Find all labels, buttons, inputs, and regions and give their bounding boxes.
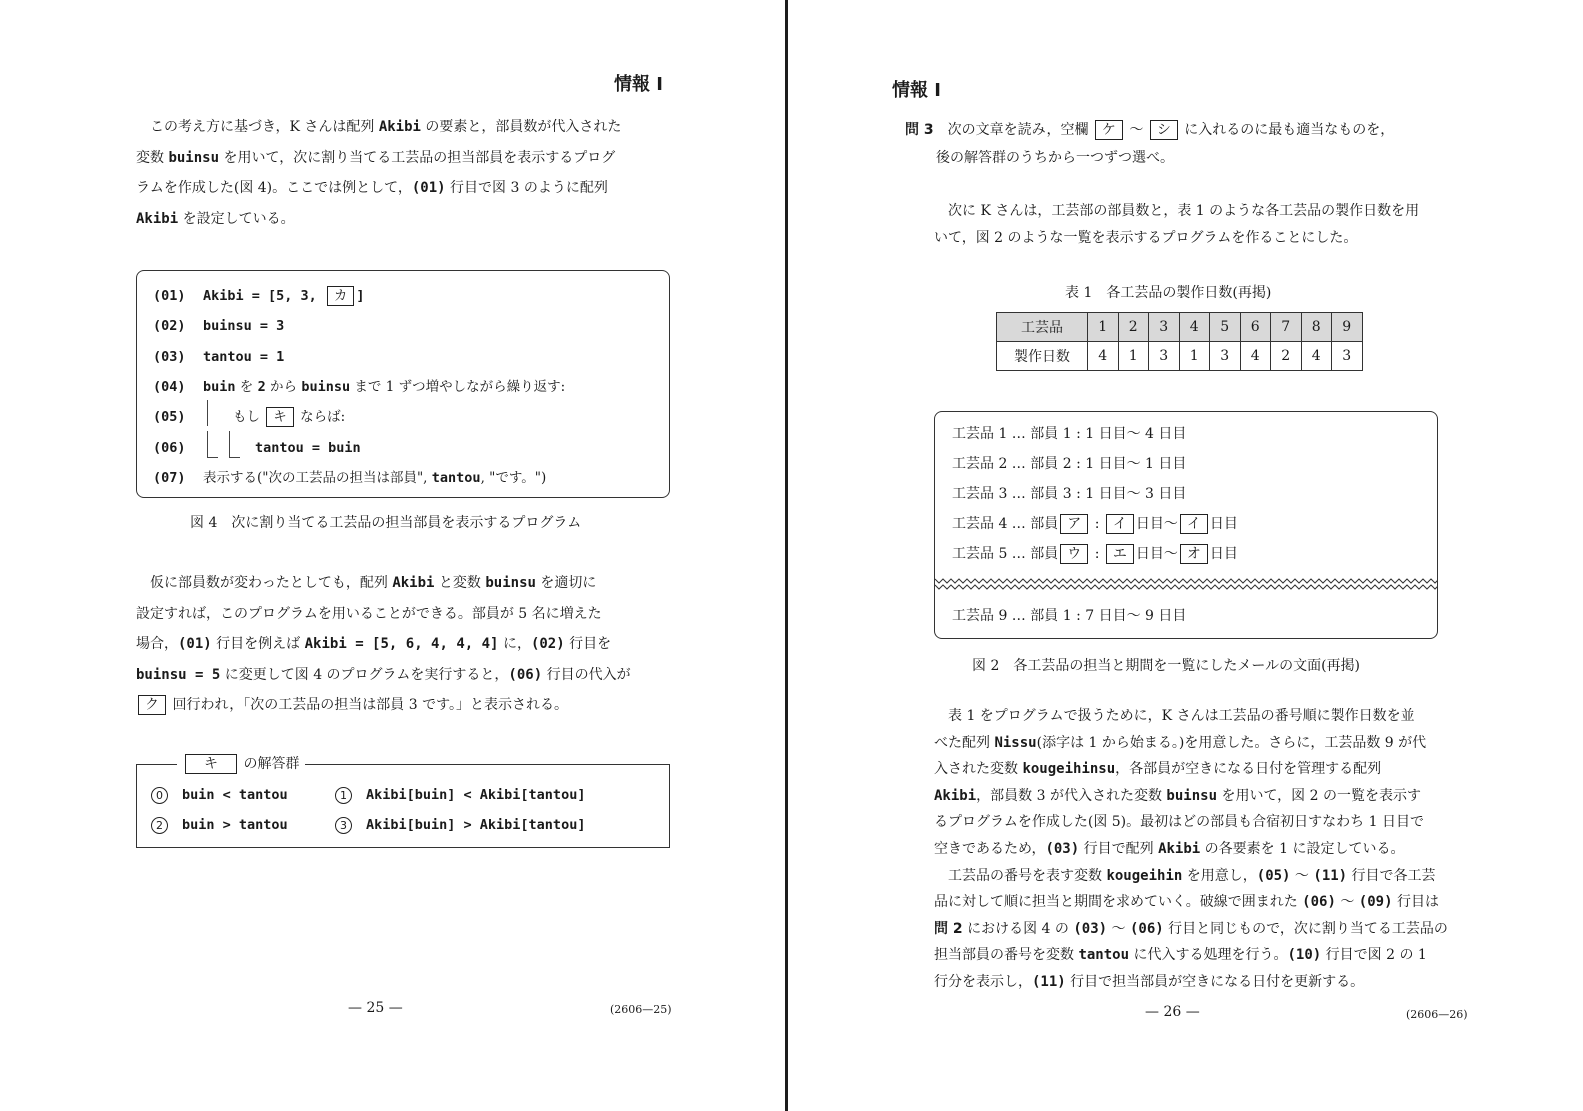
table-header-row — [997, 313, 1363, 342]
left-page-code: (2606—25) — [610, 1003, 672, 1016]
text-run: 担当部員の番号を変数 — [934, 947, 1079, 964]
mail-line — [952, 513, 1238, 535]
table-cell: 3 — [1210, 342, 1241, 371]
line-body — [203, 437, 361, 459]
table-column-header: 9 — [1332, 313, 1363, 342]
text-run: 行目を — [564, 636, 612, 652]
text-line — [905, 144, 1485, 172]
program-line — [153, 376, 565, 398]
right-intro-paragraph — [934, 198, 1474, 252]
table-cell: 2 — [1271, 342, 1302, 371]
program-figure-4 — [136, 270, 670, 498]
text-line — [136, 690, 676, 721]
line-body — [203, 470, 546, 486]
text-run: 場合， — [136, 636, 178, 652]
question-3-prompt — [905, 116, 1485, 172]
text-run: ，部員数 3 が代入された変数 — [976, 787, 1167, 804]
code-run: (01) — [411, 180, 446, 196]
table-cell: 4 — [1301, 342, 1332, 371]
table-cell: 1 — [1118, 342, 1149, 371]
code-run: buinsu = 3 — [203, 318, 285, 335]
text-run: の要素と，部員数が代入された — [420, 119, 622, 135]
text-run: における図 4 の — [962, 920, 1074, 937]
code-run: tantou — [1078, 947, 1130, 964]
text-line — [934, 730, 1474, 757]
code-run: Akibi = [5, 3, — [203, 288, 325, 304]
code-run: (03) — [1045, 840, 1080, 857]
choices-title-suffix: の解答群 — [243, 756, 300, 772]
text-run: と変数 — [434, 575, 486, 591]
right-page-code: (2606—26) — [1406, 1008, 1468, 1021]
question-label: 問 3 — [905, 122, 934, 138]
line-number: (06) — [153, 439, 186, 456]
text-run: この考え方に基づき，K さんは配列 — [150, 119, 379, 135]
choice-3-number: 3 — [335, 817, 352, 834]
text-run: 変数 — [136, 149, 169, 166]
text-run: 行目で担当部員が空きになる日付を更新する。 — [1065, 973, 1365, 990]
table-row-label: 製作日数 — [997, 342, 1088, 371]
table-cell: 3 — [1332, 342, 1363, 371]
text-run: 品に対して順に担当と期間を求めていく。破線で囲まれた — [934, 894, 1303, 911]
code-run: (11) — [1313, 867, 1348, 884]
text-run: を — [235, 378, 258, 395]
code-run: ] — [356, 288, 365, 304]
code-run: Akibi — [378, 119, 421, 135]
text-line — [136, 568, 676, 599]
text-run: 日目 — [1209, 516, 1238, 532]
choice-0-code: buin < tantou — [182, 787, 288, 803]
text-run: を用いて，図 2 の一覧を表示す — [1217, 787, 1421, 804]
code-run: (11) — [1032, 973, 1066, 990]
text-run: 次の文章を読み，空欄 — [933, 122, 1093, 138]
text-line — [934, 198, 1474, 225]
table-column-header: 8 — [1301, 313, 1332, 342]
left-page-header: 情報 I — [614, 74, 663, 95]
code-run: buinsu — [485, 575, 536, 591]
text-run: まで 1 ずつ増やしながら繰り返す: — [350, 378, 566, 395]
text-run: 工芸品 2 … 部員 2 : 1 日目～ 1 日目 — [952, 456, 1187, 472]
text-run: 工芸品 9 … 部員 1 : 7 日目～ 9 日目 — [952, 608, 1187, 624]
text-run: に変更して図 4 のプログラムを実行すると， — [220, 666, 509, 683]
program-line — [153, 437, 361, 459]
right-page-header: 情報 I — [892, 80, 941, 101]
text-line — [934, 836, 1474, 863]
code-run: tantou = buin — [255, 439, 361, 456]
table-column-header: 1 — [1088, 313, 1119, 342]
code-run: (06) — [1302, 894, 1336, 911]
table-header-label: 工芸品 — [997, 313, 1088, 342]
text-run: 表示する("次の工芸品の担当は部員", — [203, 469, 432, 486]
text-run: 工芸品 3 … 部員 3 : 1 日目～ 3 日目 — [952, 486, 1187, 502]
text-run: 工芸品 5 … 部員 — [952, 546, 1059, 562]
text-run: に， — [498, 636, 531, 652]
choice-3[interactable] — [335, 817, 585, 834]
text-line — [905, 116, 1485, 144]
text-run: 行目で図 3 のように配列 — [445, 180, 608, 196]
table-column-header: 6 — [1240, 313, 1271, 342]
table-column-header: 2 — [1118, 313, 1149, 342]
answer-choices-ki — [136, 756, 670, 848]
text-line — [934, 225, 1474, 252]
text-run: 行目は — [1392, 894, 1439, 911]
text-run: ～ — [1335, 894, 1359, 911]
text-run: : — [1090, 546, 1104, 562]
text-run: 空きであるため， — [934, 840, 1046, 857]
table-cell: 3 — [1149, 342, 1180, 371]
code-run: kougeihinsu — [1022, 761, 1116, 778]
code-run: buinsu = 5 — [136, 666, 221, 683]
text-line — [934, 783, 1474, 810]
text-run: 表 1 をプログラムで扱うために，K さんは工芸品の番号順に製作日数を並 — [948, 708, 1415, 724]
code-run: Akibi — [392, 575, 435, 591]
table-cell: 4 — [1088, 342, 1119, 371]
line-body — [203, 288, 365, 304]
text-run: ，各部員が空きになる日付を管理する配列 — [1115, 761, 1382, 778]
line-number: (02) — [153, 318, 186, 335]
line-number: (01) — [153, 288, 186, 304]
text-run: 行目で配列 — [1079, 840, 1159, 857]
left-body-paragraph — [136, 568, 676, 721]
text-line — [934, 756, 1474, 783]
program-line — [153, 467, 546, 489]
mail-line — [952, 483, 1186, 505]
left-intro-paragraph — [136, 112, 676, 234]
line-number: (05) — [153, 409, 186, 426]
code-run: (01) — [178, 636, 212, 652]
text-line — [136, 173, 676, 204]
text-line — [136, 629, 676, 660]
choice-1-number: 1 — [335, 787, 352, 804]
indent-bracket — [229, 431, 240, 458]
line-number: (03) — [153, 348, 186, 365]
choice-2-code: buin > tantou — [182, 817, 288, 833]
answer-blank-box: ケ — [1095, 120, 1123, 140]
text-run: 行目で図 2 の 1 — [1321, 947, 1427, 964]
text-run: (添字は 1 から始まる。)を用意した。さらに，工芸品数 9 が代 — [1036, 734, 1427, 751]
choice-3-code: Akibi[buin] > Akibi[tantou] — [366, 817, 586, 833]
answer-blank-box: ウ — [1060, 544, 1088, 564]
mail-line — [952, 543, 1238, 565]
text-run: 次に K さんは，工芸部の部員数と，表 1 のような各工芸品の製作日数を用 — [948, 203, 1420, 219]
text-line — [934, 889, 1474, 916]
text-run: 行目と同じもので，次に割り当てる工芸品の — [1163, 920, 1448, 937]
right-page-number: — 26 — — [1145, 1004, 1200, 1020]
line-body — [203, 379, 565, 395]
text-run: ～ — [1107, 920, 1130, 937]
code-run: (03) — [1073, 920, 1108, 937]
text-run: 行分を表示し， — [934, 973, 1032, 990]
code-run: kougeihin — [1106, 867, 1183, 884]
text-run: を用いて，次に割り当てる工芸品の担当部員を表示するプログ — [219, 149, 616, 166]
text-run: から — [265, 378, 302, 395]
text-line — [136, 143, 676, 174]
mail-line — [952, 605, 1186, 627]
text-line — [934, 809, 1474, 836]
table-cell: 1 — [1179, 342, 1210, 371]
text-line — [136, 112, 676, 143]
choice-0-number: 0 — [151, 787, 168, 804]
text-line — [934, 969, 1474, 996]
answer-blank-box: イ — [1180, 514, 1208, 534]
code-run: buinsu — [168, 149, 220, 166]
choice-0[interactable] — [151, 787, 288, 804]
line-body — [203, 318, 284, 334]
text-run: を設定している。 — [178, 210, 295, 227]
code-run: (06) — [1129, 920, 1164, 937]
table-column-header: 5 — [1210, 313, 1241, 342]
text-run: 行目を例えば — [211, 636, 305, 652]
indent-bracket — [207, 431, 218, 458]
choice-2[interactable] — [151, 817, 288, 834]
text-run: 設定すれば，このプログラムを用いることができる。部員が 5 名に増えた — [136, 605, 602, 622]
code-run: Akibi — [934, 787, 977, 804]
choices-title-box: キ — [185, 754, 237, 774]
code-run: (10) — [1287, 947, 1322, 964]
text-run: 行目の代入が — [542, 666, 631, 683]
program-line — [153, 315, 284, 337]
text-line — [934, 863, 1474, 890]
line-number: (04) — [153, 378, 186, 395]
table-value-row — [997, 342, 1363, 371]
code-run: (09) — [1358, 894, 1393, 911]
text-run: 日目～ — [1135, 516, 1178, 532]
text-line — [934, 916, 1474, 943]
text-run: を用意し， — [1182, 867, 1257, 884]
figure-4-caption: 図 4 次に割り当てる工芸品の担当部員を表示するプログラム — [190, 515, 582, 531]
table-column-header: 4 — [1179, 313, 1210, 342]
question-label: 問 2 — [934, 920, 963, 937]
text-run: 工芸品 1 … 部員 1 : 1 日目～ 4 日目 — [952, 426, 1187, 442]
answer-blank-box: カ — [327, 286, 355, 306]
text-run: 回行われ，「次の工芸品の担当は部員 3 です。」と表示される。 — [168, 697, 568, 713]
choice-1-code: Akibi[buin] < Akibi[tantou] — [366, 787, 586, 803]
text-run: 後の解答群のうちから一つずつ選べ。 — [936, 150, 1174, 166]
text-run: 日目～ — [1135, 546, 1178, 562]
text-run: いて，図 2 のような一覧を表示するプログラムを作ることにした。 — [934, 230, 1358, 246]
text-run: 日目 — [1209, 546, 1238, 562]
text-run: 入された変数 — [934, 761, 1023, 778]
text-run: 行目で各工芸 — [1347, 867, 1436, 884]
text-run: ～ — [1290, 867, 1314, 884]
program-line — [153, 406, 345, 428]
text-run: , "です。") — [480, 469, 547, 486]
code-run: buinsu — [301, 378, 351, 395]
answer-blank-box: ア — [1060, 514, 1088, 534]
table-column-header: 3 — [1149, 313, 1180, 342]
answer-blank-box: キ — [266, 407, 294, 427]
line-body — [203, 349, 284, 365]
figure-2-caption: 図 2 各工芸品の担当と期間を一覧にしたメールの文面(再掲) — [972, 658, 1360, 674]
text-run: 工芸品 4 … 部員 — [952, 516, 1059, 532]
text-run: に代入する処理を行う。 — [1129, 947, 1288, 964]
code-run: 2 — [257, 378, 266, 395]
mail-line — [952, 453, 1186, 475]
table-1 — [996, 312, 1363, 371]
wavy-break-icon — [935, 577, 1438, 591]
choice-1[interactable] — [335, 787, 585, 804]
text-run: べた配列 — [934, 734, 995, 751]
table-1-caption: 表 1 各工芸品の製作日数(再掲) — [1065, 285, 1272, 301]
text-line — [934, 942, 1474, 969]
mail-figure-2 — [934, 411, 1438, 639]
mail-line — [952, 423, 1186, 445]
text-line — [136, 660, 676, 691]
text-line — [934, 703, 1474, 730]
choices-title — [177, 752, 305, 776]
page-divider — [785, 0, 788, 1111]
text-line — [136, 204, 676, 235]
answer-blank-box: エ — [1106, 544, 1134, 564]
code-run: Akibi — [136, 210, 179, 227]
choice-2-number: 2 — [151, 817, 168, 834]
answer-blank-box: ク — [138, 695, 166, 715]
line-number: (07) — [153, 469, 186, 486]
text-run: るプログラムを作成した(図 5)。最初はどの部員も合宿初日すなわち 1 日目で — [934, 814, 1424, 831]
code-run: buin — [203, 378, 236, 395]
program-line — [153, 346, 284, 368]
right-body-paragraph — [934, 703, 1474, 996]
code-run: buinsu — [1166, 787, 1217, 804]
text-run: ～ — [1124, 122, 1148, 138]
text-run: 仮に部員数が変わったとしても，配列 — [150, 575, 393, 591]
code-run: Akibi = [5, 6, 4, 4, 4] — [304, 636, 499, 652]
code-run: Akibi — [1158, 840, 1201, 857]
text-run: もし — [233, 409, 265, 426]
answer-blank-box: オ — [1180, 544, 1208, 564]
text-run: の各要素を 1 に設定している。 — [1200, 840, 1405, 857]
left-page-number: — 25 — — [348, 1000, 403, 1016]
code-run: Nissu — [994, 734, 1037, 751]
text-run: を適切に — [535, 575, 597, 591]
text-run: に入れるのに最も適当なものを， — [1179, 122, 1395, 138]
text-run: ならば: — [295, 409, 346, 426]
answer-blank-box: シ — [1150, 120, 1178, 140]
table-column-header: 7 — [1271, 313, 1302, 342]
text-run: : — [1090, 516, 1104, 532]
code-run: tantou — [431, 469, 481, 486]
code-run: (06) — [508, 666, 543, 683]
table-cell: 4 — [1240, 342, 1271, 371]
line-body — [203, 406, 345, 428]
indent-bracket — [207, 400, 218, 426]
code-run: (02) — [530, 636, 565, 652]
text-line — [136, 599, 676, 630]
code-run: tantou = 1 — [203, 348, 285, 365]
answer-blank-box: イ — [1106, 514, 1134, 534]
program-line — [153, 285, 365, 307]
text-run: 工芸品の番号を表す変数 — [934, 867, 1107, 884]
text-run: ラムを作成した(図 4)。ここでは例として， — [136, 180, 412, 196]
code-run: (05) — [1256, 867, 1291, 884]
